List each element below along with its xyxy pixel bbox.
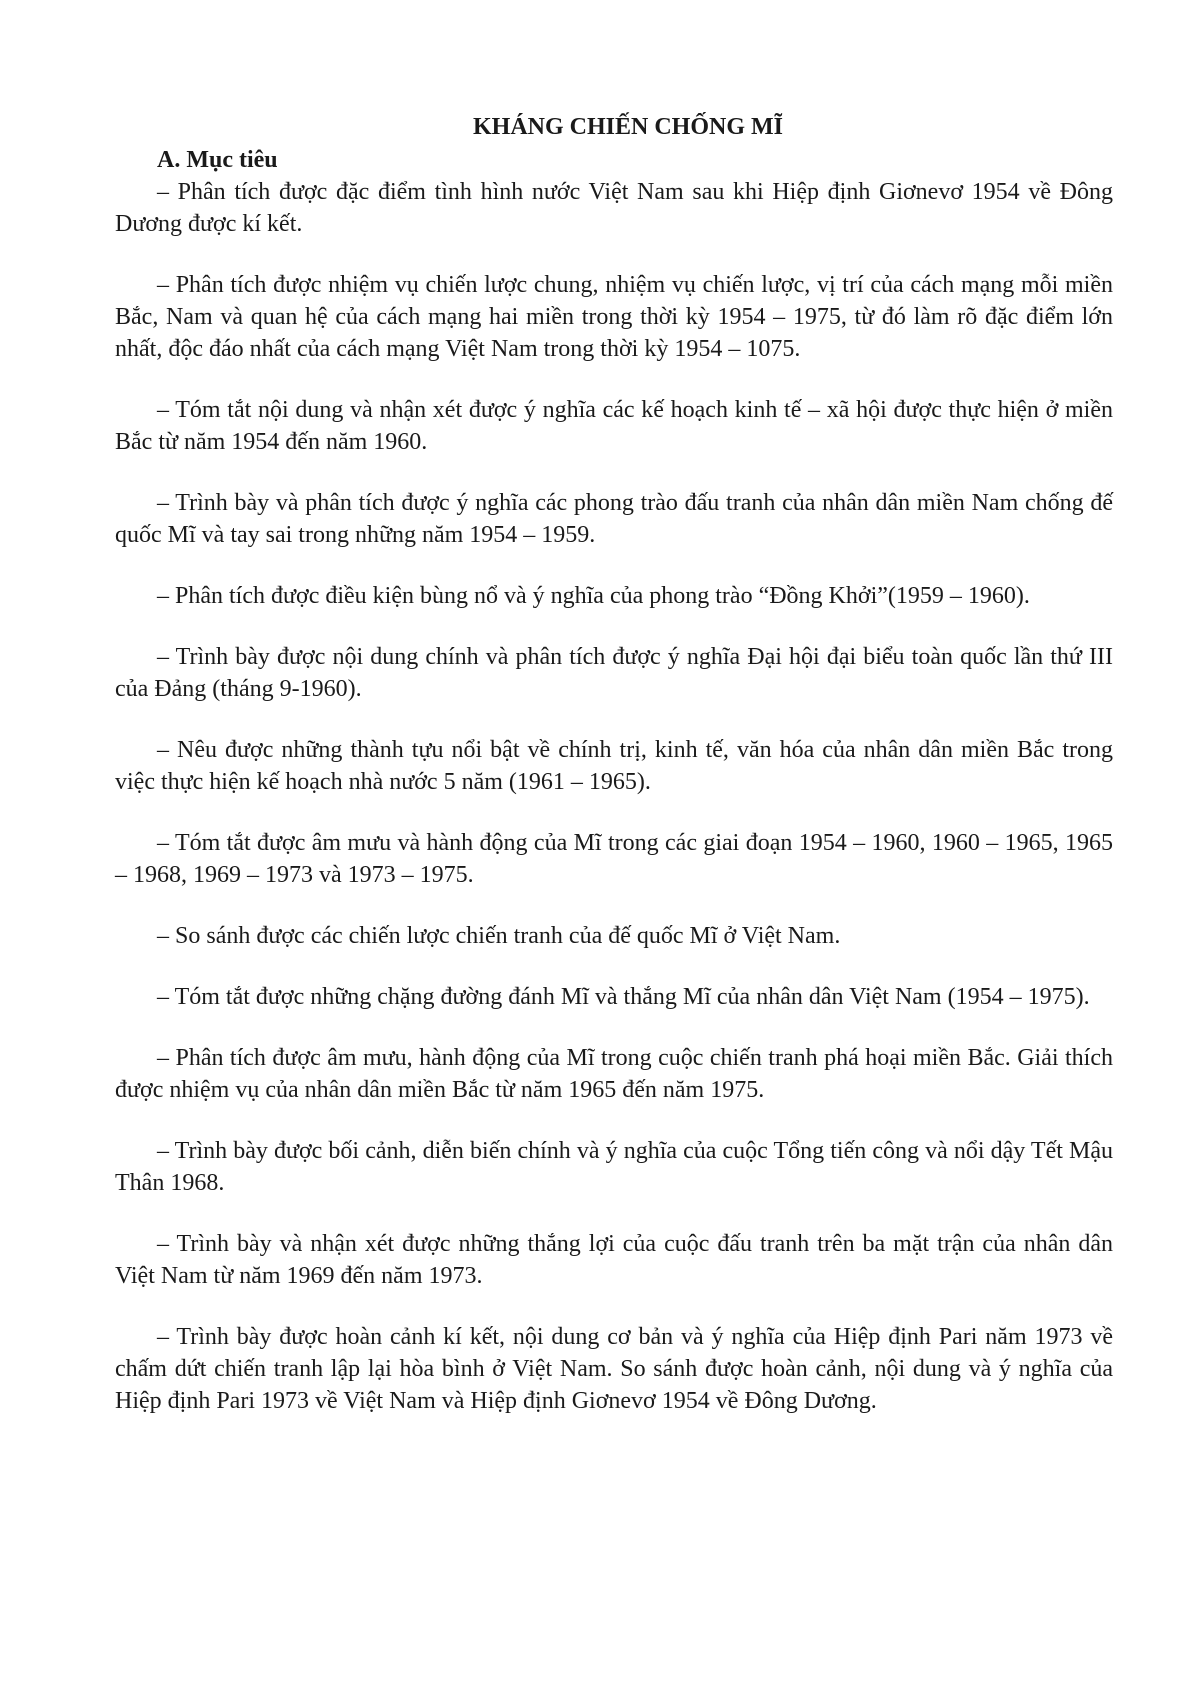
objective-item: – Tóm tắt được những chặng đường đánh Mĩ và thắng Mĩ của nhân dân Việt Nam (1954 – 1975). [157,984,1090,1010]
objective-item: – Phân tích được âm mưu, hành động của Mĩ trong cuộc chiến tranh phá hoại miền Bắc. Giải thích được nhiệm vụ của nhân dân miền Bắc từ năm 1965 đến năm 1975. [115,1045,1113,1103]
objective-item: – Trình bày được bối cảnh, diễn biến chính và ý nghĩa của cuộc Tổng tiến công và nổi dậy Tết Mậu Thân 1968. [115,1138,1113,1196]
objective-item: – Tóm tắt nội dung và nhận xét được ý nghĩa các kế hoạch kinh tế – xã hội được thực hiện ở miền Bắc từ năm 1954 đến năm 1960. [115,397,1113,455]
objective-item: – Trình bày được nội dung chính và phân tích được ý nghĩa Đại hội đại biểu toàn quốc lần thứ III của Đảng (tháng 9-1960). [115,644,1113,702]
objective-item: – Nêu được những thành tựu nổi bật về chính trị, kinh tế, văn hóa của nhân dân miền Bắc trong việc thực hiện kế hoạch nhà nước 5 năm (1961 – 1965). [115,737,1113,795]
objective-item: – Phân tích được nhiệm vụ chiến lược chung, nhiệm vụ chiến lược, vị trí của cách mạng mỗi miền Bắc, Nam và quan hệ của cách mạng hai miền trong thời kỳ 1954 – 1975, từ đó làm rõ đặc điểm lớn nhất, độc đáo nhất của cách mạng Việt Nam trong thời kỳ 1954 – 1075. [115,272,1113,362]
objective-item: – Tóm tắt được âm mưu và hành động của Mĩ trong các giai đoạn 1954 – 1960, 1960 – 1965, 1965 – 1968, 1969 – 1973 và 1973 – 1975. [115,830,1113,888]
document-title: KHÁNG CHIẾN CHỐNG MĨ [472,114,783,140]
objective-item: – Phân tích được điều kiện bùng nổ và ý nghĩa của phong trào “Đồng Khởi”(1959 – 1960). [157,583,1030,609]
objective-item: – Phân tích được đặc điểm tình hình nước Việt Nam sau khi Hiệp định Giơnevơ 1954 về Đông Dương được kí kết. [115,179,1113,237]
page-content [115,112,1113,1446]
objective-item: – So sánh được các chiến lược chiến tranh của đế quốc Mĩ ở Việt Nam. [157,923,841,949]
objective-item: – Trình bày và phân tích được ý nghĩa các phong trào đấu tranh của nhân dân miền Nam chống đế quốc Mĩ và tay sai trong những năm 1954 – 1959. [115,490,1113,548]
objective-item: – Trình bày và nhận xét được những thắng lợi của cuộc đấu tranh trên ba mặt trận của nhân dân Việt Nam từ năm 1969 đến năm 1973. [115,1231,1113,1289]
objective-item: – Trình bày được hoàn cảnh kí kết, nội dung cơ bản và ý nghĩa của Hiệp định Pari năm 1973 về chấm dứt chiến tranh lập lại hòa bình ở Việt Nam. So sánh được hoàn cảnh, nội dung và ý nghĩa của Hiệp định Pari 1973 về Việt Nam và Hiệp định Giơnevơ 1954 về Đông Dương. [115,1324,1113,1414]
section-heading: A. Mục tiêu [157,147,278,173]
objectives-list [115,176,1113,1417]
